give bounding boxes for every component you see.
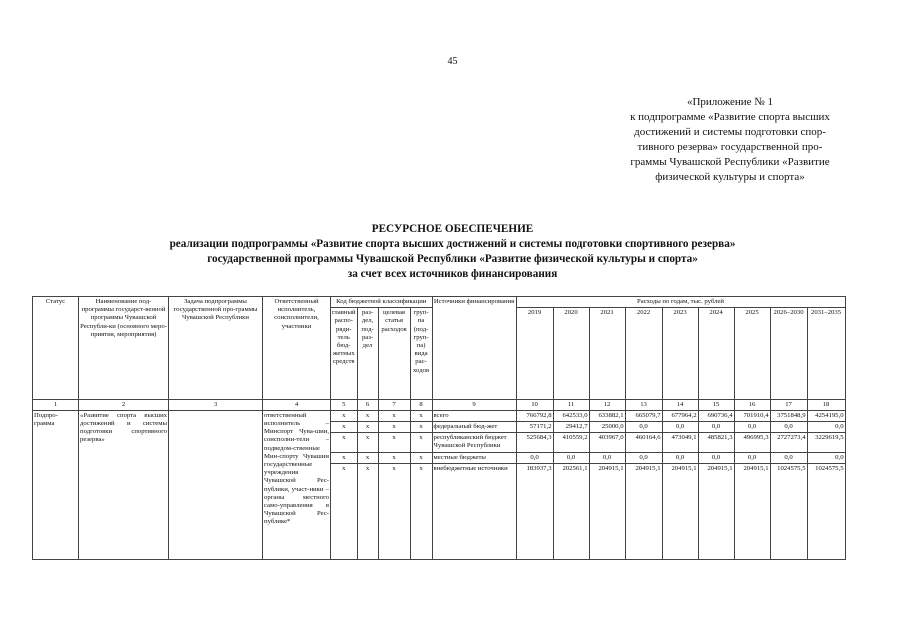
value-cell: 0,0: [807, 421, 845, 432]
value-cell: 204915,1: [589, 463, 625, 559]
header-year: 2020: [553, 308, 589, 400]
code-cell: x: [357, 410, 378, 421]
code-cell: x: [378, 410, 410, 421]
column-number: 2: [79, 400, 169, 411]
code-cell: x: [357, 421, 378, 432]
title-line: за счет всех источников финансирования: [347, 268, 558, 280]
header-year: 2023: [662, 308, 698, 400]
task-cell: [169, 410, 263, 559]
value-cell: 0,0: [589, 452, 625, 463]
title-line: реализации подпрограммы «Развитие спорта высших достижений и системы подготовки спортивного резерва»: [169, 238, 736, 250]
value-cell: 25000,0: [589, 421, 625, 432]
header-year: 2024: [698, 308, 734, 400]
column-number: 13: [625, 400, 662, 411]
value-cell: 0,0: [553, 452, 589, 463]
source-cell: местные бюджеты: [432, 452, 516, 463]
column-number: 16: [734, 400, 770, 411]
code-cell: x: [331, 433, 358, 452]
header-executor: Ответственный исполнитель, соисполнители, участники: [263, 297, 331, 400]
column-numbers-row: [33, 400, 846, 411]
code-cell: x: [410, 421, 432, 432]
value-cell: 1024575,5: [807, 463, 845, 559]
value-cell: 3229619,5: [807, 433, 845, 452]
code-cell: x: [410, 463, 432, 559]
value-cell: 2727273,4: [770, 433, 807, 452]
value-cell: 0,0: [662, 452, 698, 463]
appendix-note: [560, 95, 900, 185]
value-cell: 0,0: [734, 421, 770, 432]
column-number: 15: [698, 400, 734, 411]
header-sources: Источники финансирования: [432, 297, 516, 400]
column-number: 4: [263, 400, 331, 411]
resource-table: [32, 296, 846, 560]
value-cell: 496995,3: [734, 433, 770, 452]
value-cell: 665079,7: [625, 410, 662, 421]
value-cell: 204915,1: [625, 463, 662, 559]
column-number: 9: [432, 400, 516, 411]
header-group: груп-па (под-груп-па) вида рас-ходов: [410, 308, 432, 400]
code-cell: x: [331, 463, 358, 559]
appendix-line: к подпрограмме «Развитие спорта высших: [630, 111, 830, 123]
value-cell: 460164,6: [625, 433, 662, 452]
value-cell: 0,0: [516, 452, 553, 463]
header-year: 2026–2030: [770, 308, 807, 400]
value-cell: 633882,1: [589, 410, 625, 421]
code-cell: x: [331, 421, 358, 432]
column-number: 11: [553, 400, 589, 411]
column-number: 14: [662, 400, 698, 411]
header-manager: главный распо-ряди-тель бюд-жетных средств: [331, 308, 358, 400]
value-cell: 642533,0: [553, 410, 589, 421]
value-cell: 204915,1: [662, 463, 698, 559]
column-number: 6: [357, 400, 378, 411]
header-row: [33, 297, 846, 308]
value-cell: 485821,3: [698, 433, 734, 452]
value-cell: 29412,7: [553, 421, 589, 432]
appendix-line: тивного резерва» государственной про-: [637, 141, 823, 153]
subprogram-name-cell: «Развитие спорта высших достижений и системы подготовки спортивного резерва»: [79, 410, 169, 559]
page-number: 45: [447, 56, 458, 67]
header-target: целевая статья расходов: [378, 308, 410, 400]
code-cell: x: [357, 452, 378, 463]
value-cell: 473049,1: [662, 433, 698, 452]
column-number: 8: [410, 400, 432, 411]
value-cell: 0,0: [770, 452, 807, 463]
header-budget-code: Код бюджетной классификации: [331, 297, 433, 308]
value-cell: 410559,2: [553, 433, 589, 452]
code-cell: x: [410, 452, 432, 463]
code-cell: x: [331, 452, 358, 463]
column-number: 7: [378, 400, 410, 411]
column-number: 18: [807, 400, 845, 411]
appendix-line: граммы Чувашской Республики «Развитие: [630, 156, 830, 168]
header-year: 2022: [625, 308, 662, 400]
header-expenses: Расходы по годам, тыс. рублей: [516, 297, 845, 308]
source-cell: федеральный бюд-жет: [432, 421, 516, 432]
value-cell: 204915,1: [734, 463, 770, 559]
header-year: 2031–2035: [807, 308, 845, 400]
column-number: 12: [589, 400, 625, 411]
source-cell: внебюджетные источники: [432, 463, 516, 559]
document-title: [0, 222, 905, 282]
code-cell: x: [378, 463, 410, 559]
code-cell: x: [378, 452, 410, 463]
value-cell: 202561,1: [553, 463, 589, 559]
value-cell: 0,0: [734, 452, 770, 463]
code-cell: x: [378, 433, 410, 452]
value-cell: 0,0: [698, 452, 734, 463]
title-line: государственной программы Чувашской Республики «Развитие физической культуры и спорта»: [207, 253, 698, 265]
code-cell: x: [357, 463, 378, 559]
value-cell: 0,0: [625, 421, 662, 432]
value-cell: 403967,0: [589, 433, 625, 452]
value-cell: 690736,4: [698, 410, 734, 421]
value-cell: 3751848,9: [770, 410, 807, 421]
value-cell: 0,0: [662, 421, 698, 432]
column-number: 3: [169, 400, 263, 411]
column-number: 17: [770, 400, 807, 411]
value-cell: 0,0: [625, 452, 662, 463]
source-cell: всего: [432, 410, 516, 421]
code-cell: x: [331, 410, 358, 421]
value-cell: 57171,2: [516, 421, 553, 432]
appendix-line: физической культуры и спорта»: [655, 171, 805, 183]
code-cell: x: [410, 410, 432, 421]
value-cell: 1024575,5: [770, 463, 807, 559]
status-cell: Подпро-грамма: [33, 410, 79, 559]
header-year: 2025: [734, 308, 770, 400]
table-row: [33, 410, 846, 421]
header-status: Статус: [33, 297, 79, 400]
column-number: 10: [516, 400, 553, 411]
value-cell: 4254195,0: [807, 410, 845, 421]
value-cell: 0,0: [770, 421, 807, 432]
source-cell: республиканский бюджет Чувашской Республики: [432, 433, 516, 452]
column-number: 1: [33, 400, 79, 411]
value-cell: 204915,1: [698, 463, 734, 559]
header-section: раз-дел, под-раз-дел: [357, 308, 378, 400]
code-cell: x: [378, 421, 410, 432]
header-year: 2019: [516, 308, 553, 400]
header-task: Задача подпрограммы государственной про-граммы Чувашской Республики: [169, 297, 263, 400]
value-cell: 183937,3: [516, 463, 553, 559]
appendix-line: «Приложение № 1: [686, 96, 774, 108]
value-cell: 701910,4: [734, 410, 770, 421]
value-cell: 0,0: [698, 421, 734, 432]
column-number: 5: [331, 400, 358, 411]
header-name: Наименование под-программы государст-венной программы Чувашской Республи-ки (основного меро-приятия, мероприятия): [79, 297, 169, 400]
value-cell: 766792,8: [516, 410, 553, 421]
code-cell: x: [357, 433, 378, 452]
header-year: 2021: [589, 308, 625, 400]
appendix-line: достижений и системы подготовки спор-: [634, 126, 826, 138]
code-cell: x: [410, 433, 432, 452]
value-cell: 525684,3: [516, 433, 553, 452]
title-line: РЕСУРСНОЕ ОБЕСПЕЧЕНИЕ: [371, 223, 534, 235]
executor-cell: ответственный исполнитель – Минспорт Чува-шии, соисполни-тели – подведом-ственные Мин-спорту Чувашии государственные учреждения Чувашской Рес-публики, участ-ники – органы местного само-управления в Чувашской Рес-публике*: [263, 410, 331, 559]
value-cell: 0,0: [807, 452, 845, 463]
value-cell: 677964,2: [662, 410, 698, 421]
